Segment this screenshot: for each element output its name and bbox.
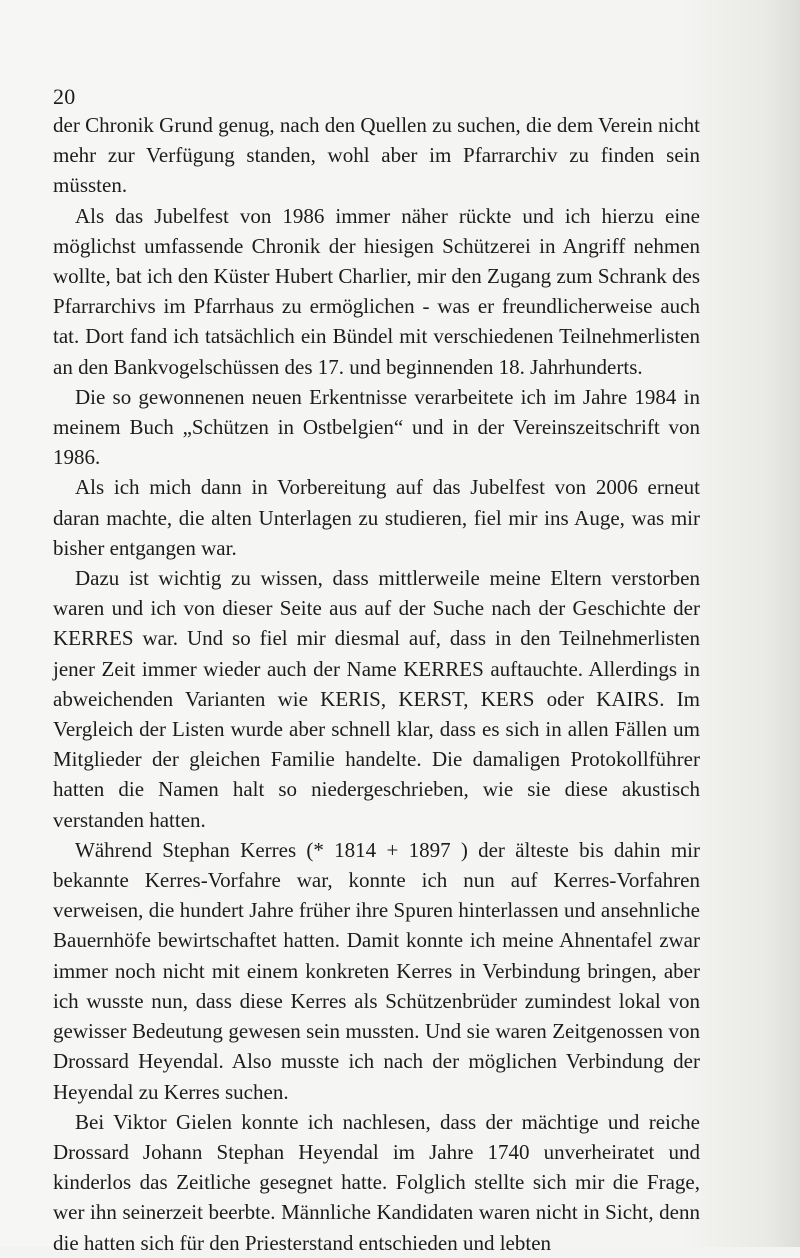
paragraph: Als ich mich dann in Vorbereitung auf das Jubelfest von 2006 erneut daran machte, die alten Unterlagen zu studieren, fiel mir ins Auge, was mir bisher entgangen war. (53, 475, 700, 560)
paragraph: Während Stephan Kerres (* 1814 + 1897 ) der älteste bis dahin mir bekannte Kerres-Vorfahre war, konnte ich nun auf Kerres-Vorfahren verweisen, die hundert Jahre früher ihre Spuren hinterlassen und ansehnliche Bauernhöfe bewirtschaftet hatten. Damit konnte ich meine Ahnentafel zwar immer noch nicht mit einem konkreten Kerres in Verbindung bringen, aber ich wusste nun, dass diese Kerres als Schützenbrüder zumindest lokal von gewisser Bedeutung gewesen sein mussten. Und sie waren Zeitgenossen von Drossard Heyendal. Also musste ich nach der möglichen Verbindung der Heyendal zu Kerres suchen. (53, 837, 700, 1104)
body-text (53, 110, 700, 1258)
paragraph: Als das Jubelfest von 1986 immer näher rückte und ich hierzu eine möglichst umfassende Chronik der hiesigen Schützerei in Angriff nehmen wollte, bat ich den Küster Hubert Charlier, mir den Zugang zum Schrank des Pfarrarchivs im Pfarrhaus zu ermöglichen - was er freundlicherweise auch tat. Dort fand ich tatsächlich ein Bündel mit verschiedenen Teilnehmerlisten an den Bankvogelschüssen des 17. und beginnenden 18. Jahrhunderts. (53, 203, 700, 379)
paragraph: Die so gewonnenen neuen Erkentnisse verarbeitete ich im Jahre 1984 in meinem Buch „Schützen in Ostbelgien“ und in der Vereinszeitschrift von 1986. (53, 384, 700, 470)
paragraph: der Chronik Grund genug, nach den Quellen zu suchen, die dem Verein nicht mehr zur Verfügung standen, wohl aber im Pfarrarchiv zu finden sein müssten. (53, 113, 700, 198)
page-number: 20 (53, 84, 76, 109)
paragraph: Bei Viktor Gielen konnte ich nachlesen, dass der mächtige und reiche Drossard Johann Stephan Heyendal im Jahre 1740 unverheiratet und kinderlos das Zeitliche gesegnet hatte. Folglich stellte sich mir die Frage, wer ihn seinerzeit beerbte. Männliche Kandidaten waren nicht in Sicht, denn die hatten sich für den Priesterstand entschieden und lebten (53, 1109, 700, 1255)
paragraph: Dazu ist wichtig zu wissen, dass mittlerweile meine Eltern verstorben waren und ich von dieser Seite aus auf der Suche nach der Geschichte der KERRES war. Und so fiel mir diesmal auf, dass in den Teilnehmerlisten jener Zeit immer wieder auch der Name KERRES auftauchte. Allerdings in abweichenden Varianten wie KERIS, KERST, KERS oder KAIRS. Im Vergleich der Listen wurde aber schnell klar, dass es sich in allen Fällen um Mitglieder der gleichen Familie handelte. Die damaligen Protokollführer hatten die Namen halt so niedergeschrieben, wie sie diese akustisch verstanden hatten. (53, 566, 700, 832)
